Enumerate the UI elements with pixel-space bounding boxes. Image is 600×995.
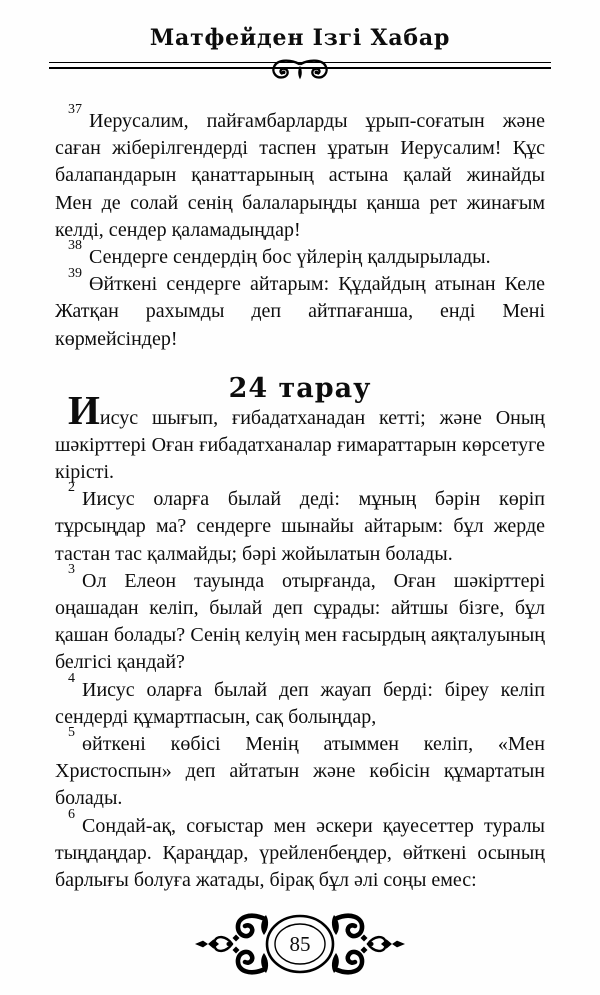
verse-number: 3 (68, 562, 75, 578)
verse-5 (55, 725, 545, 813)
running-head-title: Матфейден Ізгі Хабар (149, 25, 451, 51)
verse-4 (55, 670, 545, 731)
verse-number: 6 (68, 806, 75, 822)
verse-38 (55, 238, 545, 271)
verse-text: Иисус оларға былай деп жауап берді: біреу келіп сендерді құмартпасын, сақ болыңдар, (55, 678, 545, 728)
page-footer (0, 904, 600, 984)
verse-number: 39 (68, 265, 82, 281)
verse-text: Өйткені сендерге айтарым: Құдайдың атынан Келе Жатқан рахымды деп айтпағанша, енді Мені көрмейсіндер! (55, 273, 545, 350)
verse-number: 2 (68, 480, 75, 496)
verse-3 (55, 562, 545, 677)
page-number: 85 (289, 932, 311, 956)
verse-number: 38 (68, 238, 82, 254)
page-number-ornament-icon (195, 904, 405, 984)
verse-6 (55, 806, 545, 895)
scripture-text (55, 102, 545, 894)
verse-text: Иерусалим, пайғамбарларды ұрып-соғатын және саған жіберілгендерді таспен ұратын Иерусалим! Құс балапандарын қанаттарының астына қалай жинайды Мен де солай сенің балаларыңды қанша рет жинағым келді, сендер қаламадыңдар! (55, 110, 545, 241)
verse-text: Ол Елеон тауында отырғанда, Оған шәкірттері оңашадан келіп, былай деп сұрады: айтшы бізге, бұл қашан болады? Сенің келуің мен ғасырдың аяқталуының белгісі қандай? (55, 569, 545, 674)
drop-cap: И (68, 386, 100, 433)
scroll-flourish-icon (250, 59, 350, 87)
verse-number: 4 (68, 670, 75, 686)
verse-text: өйткені көбісі Менің атыммен келіп, «Мен Христоспын» деп айтатын және көбісін құмартатын болады. (55, 732, 545, 810)
verse-text: Сондай-ақ, соғыстар мен әскери қауесеттер туралы тыңдаңдар. Қараңдар, үрейленбеңдер, өйткені осының барлығы болуға жатады, бірақ бұл әлі соңы емес: (55, 814, 545, 891)
verse-text: Сендерге сендердің бос үйлерің қалдырылады. (89, 246, 491, 269)
verse-text: Иисус оларға былай деді: мұның бәрін көріп тұрсыңдар ма? сендерге шынайы айтарым: бұл жерде тастан тас қалмайды; бәрі жойылатын болады. (55, 488, 545, 565)
verse-number: 37 (68, 102, 82, 118)
verse-39 (55, 265, 545, 353)
chapter-heading: 24 тарау (228, 372, 372, 404)
verse-text: исус шығып, ғибадатханадан кетті; және Оның шәкірттері Оған ғибадатханалар ғимараттарын көрсетуге кірісті. (55, 406, 545, 483)
verse-number: 5 (68, 725, 75, 741)
header-divider-rule (49, 62, 551, 69)
verse-37 (55, 102, 545, 244)
verse-2 (55, 480, 545, 568)
book-page (0, 25, 600, 956)
